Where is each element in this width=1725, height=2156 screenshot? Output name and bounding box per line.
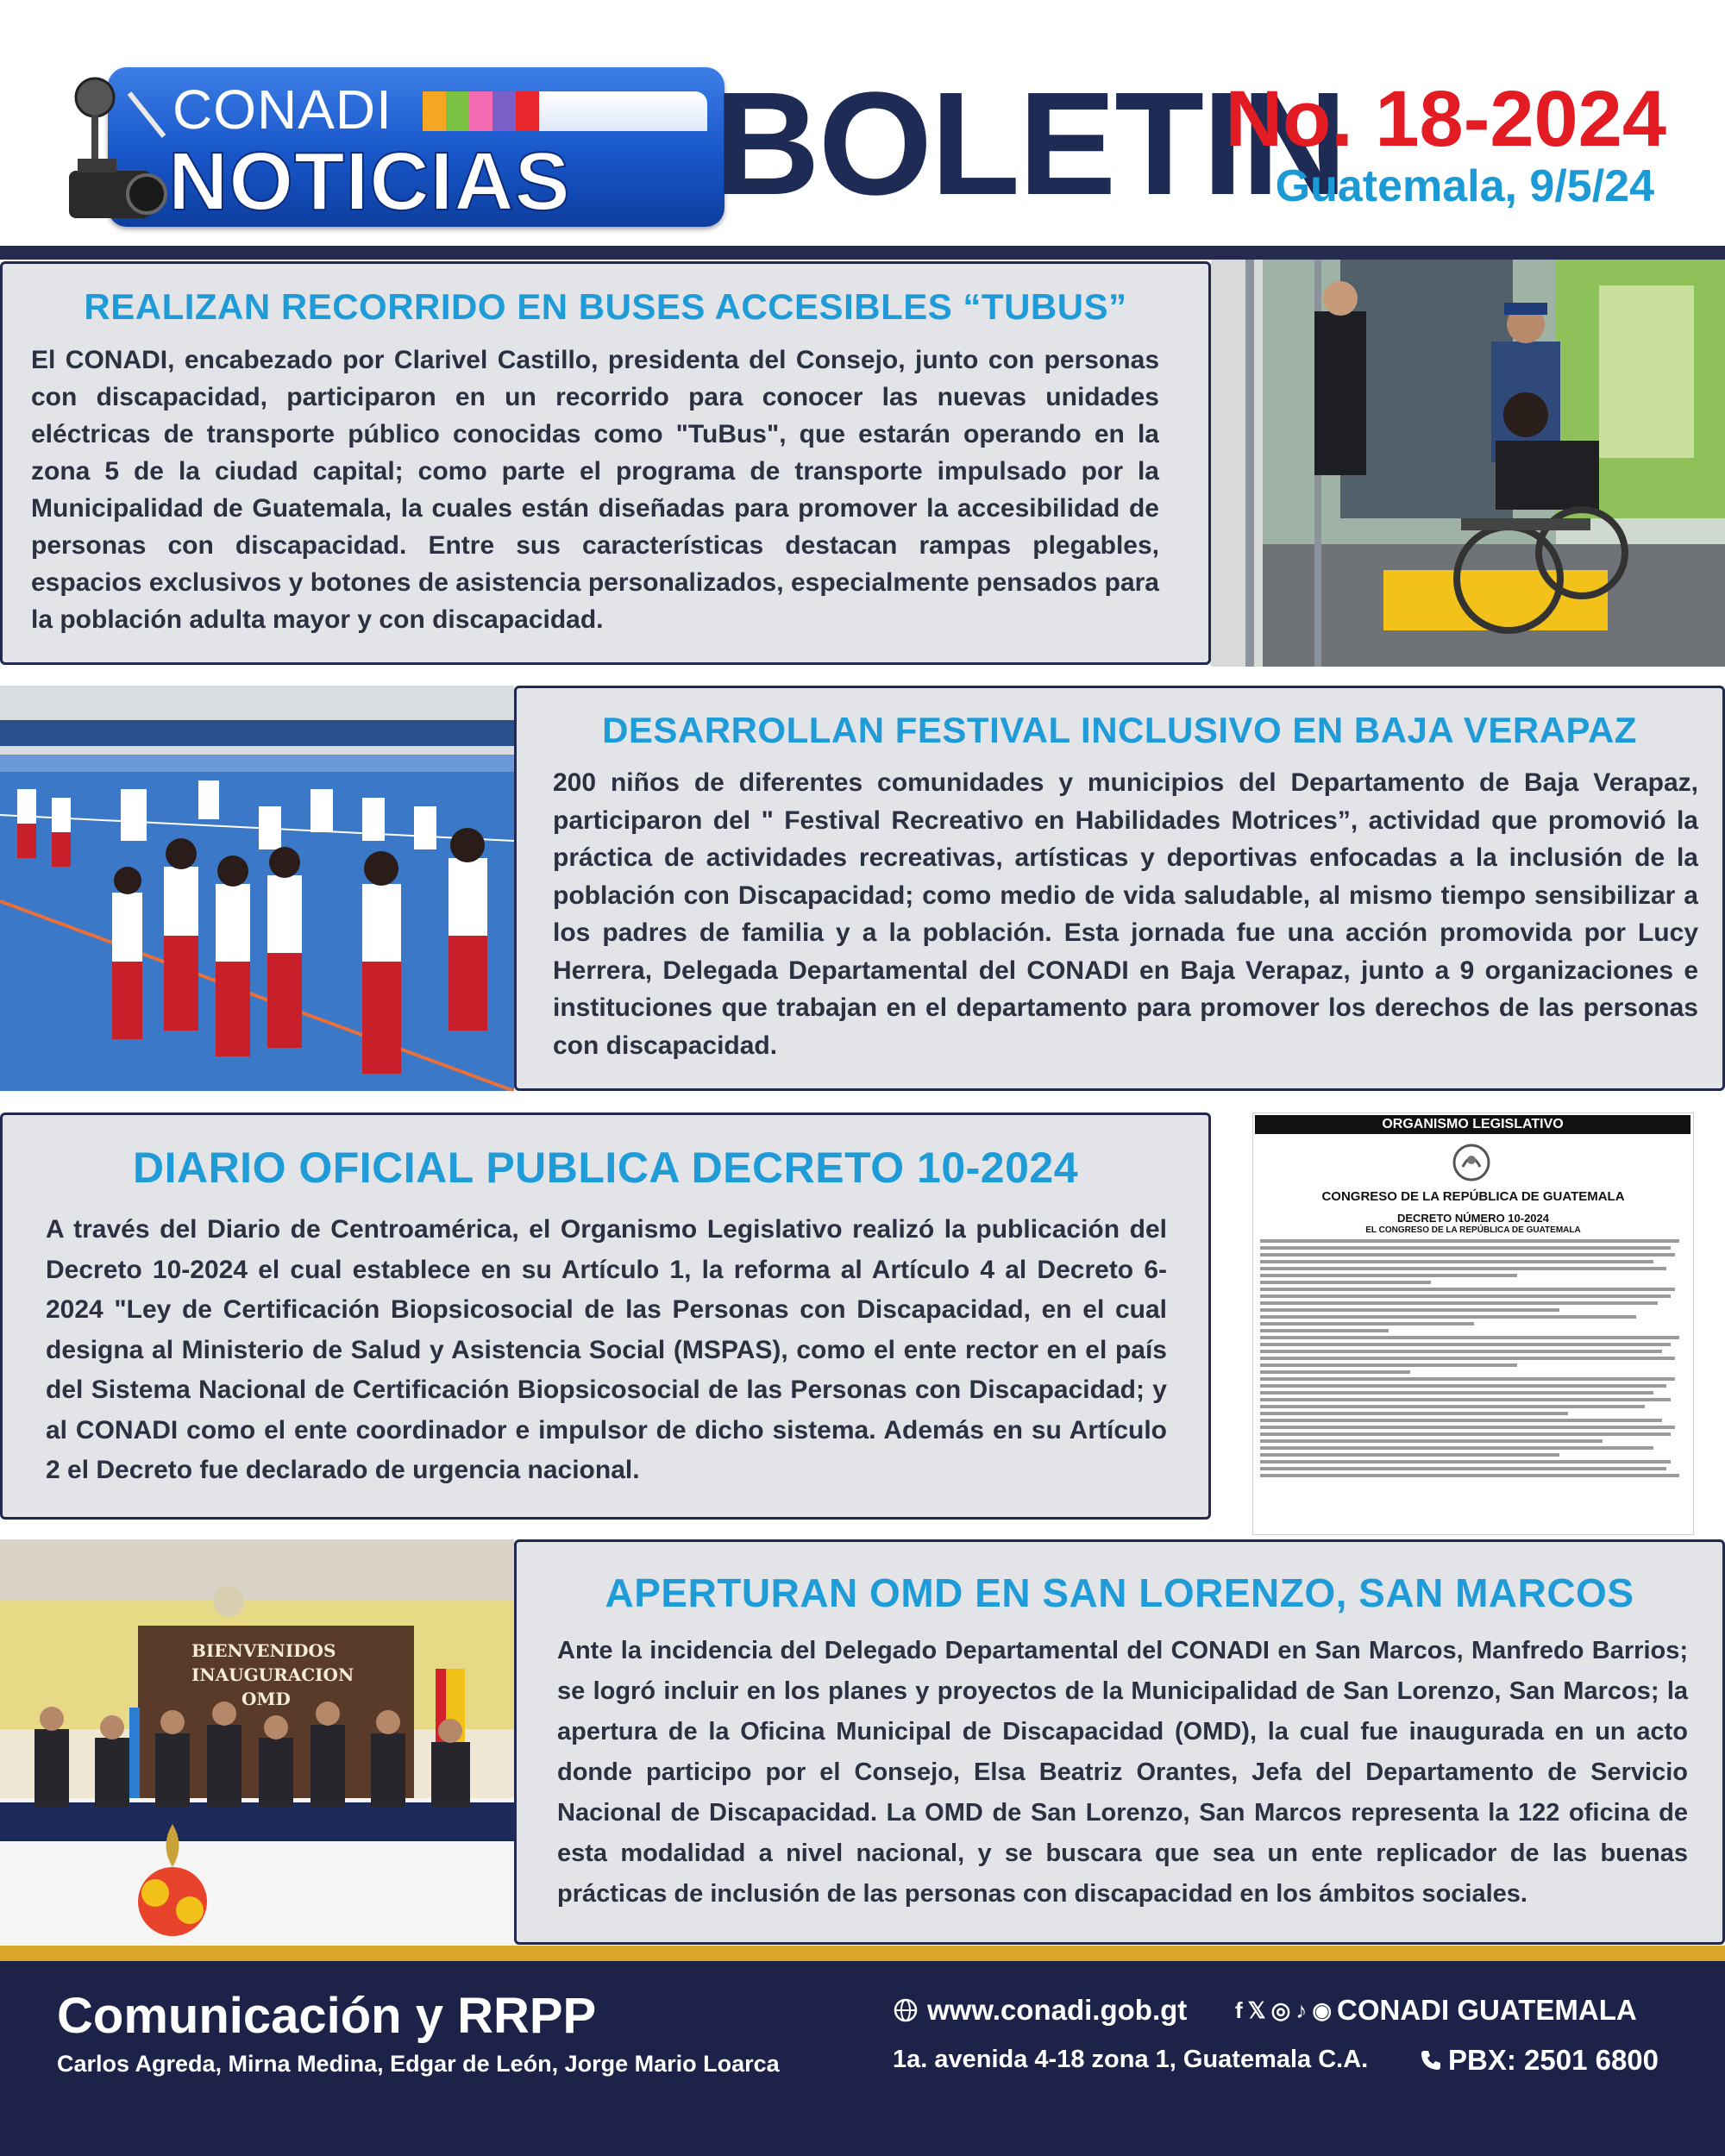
logo-stripe <box>446 91 469 131</box>
bulletin-header <box>0 0 1725 246</box>
banner-omd-text: OMD <box>242 1689 291 1709</box>
decree-text-line <box>1260 1474 1679 1477</box>
decree-text-line <box>1260 1446 1653 1450</box>
gym-children-illustration <box>0 686 514 1091</box>
decree-text-line <box>1260 1294 1671 1298</box>
logo-stripe <box>492 91 516 131</box>
logo-stripe <box>516 91 539 131</box>
article-omd <box>514 1539 1725 1945</box>
spotify-icon[interactable]: ◉ <box>1312 1997 1332 2023</box>
article-headline: DESARROLLAN FESTIVAL INCLUSIVO EN BAJA VERAPAZ <box>602 710 1637 750</box>
decree-text-line <box>1260 1281 1431 1284</box>
phone-icon <box>1419 2048 1443 2072</box>
decree-text-line <box>1260 1343 1671 1346</box>
header-divider <box>0 246 1725 260</box>
decree-number: DECRETO NÚMERO 10-2024 <box>1396 1212 1550 1225</box>
article-body: 200 niños de diferentes comunidades y municipios del Departamento de Baja Verapaz, participaron del " Festival Recreativo en Habilidades Motrices”, actividad que promovió la práctica de actividades recreativas, artísticas y deportivas enfocadas a la inclusión de la población con Discapacidad; como medio de vida saludable, al mismo tiempo sensibilizar a los padres de familia y a la población. Esta jornada fue una acción promovida por Lucy Herrera, Delegada Departamental del CONADI en Baja Verapaz, junto a 9 organizaciones e instituciones que trabajan en el departamento para promover los derechos de las personas con discapacidad. <box>553 768 1698 1060</box>
article-headline: DIARIO OFICIAL PUBLICA DECRETO 10-2024 <box>132 1144 1079 1192</box>
footer-website[interactable] <box>893 1994 1187 2027</box>
decree-text-line <box>1260 1467 1666 1470</box>
article-decreto <box>0 1112 1211 1520</box>
omd-inauguration-photo <box>0 1539 514 1945</box>
bulletin-footer <box>0 1961 1725 2156</box>
logo-stripe <box>423 91 446 131</box>
decree-text-line <box>1260 1377 1675 1381</box>
decree-text-line <box>1260 1405 1645 1408</box>
decree-text-line <box>1260 1246 1671 1250</box>
decree-text-line <box>1260 1426 1675 1429</box>
footer-address: 1a. avenida 4-18 zona 1, Guatemala C.A. <box>893 2046 1369 2073</box>
phone-number: PBX: 2501 6800 <box>1448 2044 1659 2076</box>
instagram-icon[interactable]: ◎ <box>1270 1997 1291 2023</box>
logo-flag-stripe <box>535 91 707 131</box>
decree-text-line <box>1260 1412 1568 1415</box>
logo-noticias-text: NOTICIAS <box>168 135 571 228</box>
website-link[interactable]: www.conadi.gob.gt <box>927 1994 1188 2026</box>
decree-text-line <box>1260 1288 1675 1291</box>
decree-text-line <box>1260 1357 1675 1360</box>
issue-number: No. 18-2024 <box>1225 75 1666 163</box>
globe-icon <box>893 1997 919 2023</box>
decree-text-lines <box>1260 1239 1688 1481</box>
decree-text-line <box>1260 1391 1653 1395</box>
conadi-noticias-logo <box>60 67 664 227</box>
decree-text-line <box>1260 1363 1517 1367</box>
coat-of-arms-icon <box>1450 1141 1493 1184</box>
decree-text-line <box>1260 1267 1666 1270</box>
article-festival <box>514 686 1725 1091</box>
decree-text-line <box>1260 1301 1658 1305</box>
footer-gold-rule <box>0 1946 1725 1961</box>
festival-children-photo <box>0 686 514 1091</box>
decree-text-line <box>1260 1329 1389 1332</box>
footer-team-names: Carlos Agreda, Mirna Medina, Edgar de León, Jorge Mario Loarca <box>57 2051 780 2077</box>
footer-phone <box>1419 2044 1659 2077</box>
decree-bar-title: ORGANISMO LEGISLATIVO <box>1255 1115 1690 1134</box>
decree-text-line <box>1260 1370 1410 1374</box>
decree-text-line <box>1260 1384 1666 1388</box>
decree-text-line <box>1260 1322 1474 1326</box>
decree-text-line <box>1260 1350 1662 1353</box>
decree-text-line <box>1260 1453 1559 1457</box>
issue-date: Guatemala, 9/5/24 <box>1275 161 1654 211</box>
decree-text-line <box>1260 1274 1517 1277</box>
decree-congress: CONGRESO DE LA REPÚBLICA DE GUATEMALA <box>1321 1189 1625 1204</box>
decree-text-line <box>1260 1419 1662 1422</box>
tubus-bus-photo <box>1211 260 1725 667</box>
decree-text-line <box>1260 1439 1603 1443</box>
banner-welcome-text: BIENVENIDOS <box>191 1640 336 1661</box>
inauguration-illustration <box>0 1539 514 1945</box>
article-body: A través del Diario de Centroamérica, el Organismo Legislativo realizó la publicación del Decreto 10-2024 el cual establece en su Artículo 1, la reforma al Artículo 4 al Decreto 6-2024 "Ley de Certificación Biopsicosocial de las Personas con Discapacidad, en el cual designa al Ministerio de Salud y Asistencia Social (MSPAS), como el ente rector en el país del Sistema Nacional de Certificación Biopsicosocial de las Personas con Discapacidad; y al CONADI como el ente coordinador e impulsor de dicho sistema. Además en su Artículo 2 el Decreto fue declarado de urgencia nacional. <box>46 1215 1167 1484</box>
banner-inauguration-text: INAUGURACION <box>191 1664 354 1685</box>
article-headline: REALIZAN RECORRIDO EN BUSES ACCESIBLES “TUBUS” <box>84 286 1127 327</box>
tiktok-icon[interactable]: ♪ <box>1295 1997 1308 2023</box>
bus-wheelchair-illustration <box>1211 260 1725 667</box>
decree-text-line <box>1260 1432 1671 1436</box>
decree-text-line <box>1260 1336 1679 1339</box>
decree-text-line <box>1260 1308 1559 1312</box>
logo-conadi-text: CONADI <box>172 78 392 141</box>
decree-subtitle: EL CONGRESO DE LA REPÚBLICA DE GUATEMALA <box>1365 1225 1581 1235</box>
logo-color-stripes <box>423 91 539 131</box>
logo-stripe <box>469 91 492 131</box>
social-handle[interactable]: CONADI GUATEMALA <box>1337 1994 1637 2026</box>
decree-document-image <box>1252 1112 1694 1535</box>
decree-text-line <box>1260 1460 1671 1463</box>
decree-text-line <box>1260 1398 1671 1401</box>
article-tubus <box>0 261 1211 665</box>
x-icon[interactable]: 𝕏 <box>1247 1997 1266 2023</box>
facebook-icon[interactable]: f <box>1235 1997 1243 2023</box>
bulletin-title: BOLETIN <box>714 62 1346 226</box>
decree-text-line <box>1260 1315 1636 1319</box>
article-body: El CONADI, encabezado por Clarivel Castillo, presidenta del Consejo, junto con personas con discapacidad, participaron en un recorrido para conocer las nuevas unidades eléctricas de transporte público conocidas como "TuBus", que estarán operando en la zona 5 de la ciudad capital; como parte el programa de transporte impulsado por la Municipalidad de Guatemala, la cuales están diseñadas para promover la accesibilidad de personas con discapacidad. Entre sus características destacan rampas plegables, espacios exclusivos y botones de asistencia personalizados, especialmente pensados para la población adulta mayor y con discapacidad. <box>31 346 1159 634</box>
decree-text-line <box>1260 1239 1679 1243</box>
article-body: Ante la incidencia del Delegado Departamental del CONADI en San Marcos, Manfredo Barrios; se logró incluir en los planes y proyectos de la Municipalidad de San Lorenzo, San Marcos; la apertura de la Oficina Municipal de Discapacidad (OMD), la cual fue inaugurada en un acto donde participo por el Consejo, Elsa Beatriz Orantes, Jefa del Departamento de Servicio Nacional de Discapacidad. La OMD de San Lorenzo, San Marcos representa la 122 oficina de esta modalidad a nivel nacional, y se buscara que sea un ente replicador de las buenas prácticas de inclusión de las personas con discapacidad en los ámbitos sociales. <box>557 1637 1688 1908</box>
footer-title: Comunicación y RRPP <box>57 1988 597 2044</box>
footer-social[interactable] <box>1235 1994 1637 2027</box>
decree-text-line <box>1260 1260 1653 1263</box>
microphone-camera-icon <box>60 76 181 227</box>
decree-text-line <box>1260 1253 1675 1257</box>
article-headline: APERTURAN OMD EN SAN LORENZO, SAN MARCOS <box>605 1570 1634 1615</box>
